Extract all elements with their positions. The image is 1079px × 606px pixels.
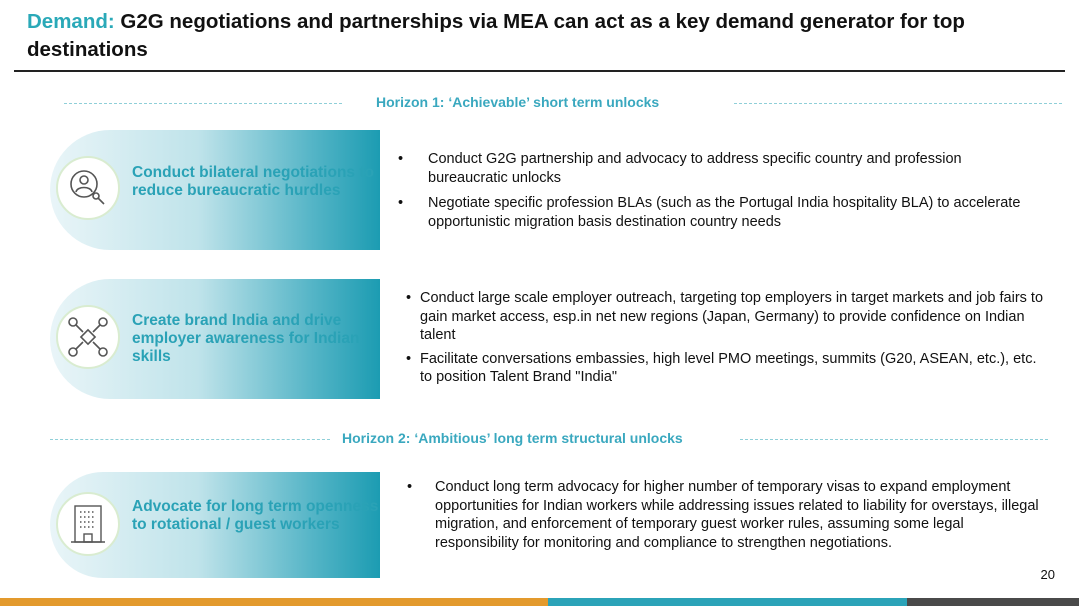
- dashed-line-right: [740, 439, 1048, 440]
- initiative-2-bullets: [406, 289, 1046, 392]
- dashed-line-left: [64, 103, 342, 104]
- page-number: 20: [1040, 567, 1055, 582]
- initiative-title: Conduct bilateral negotiations to reduce bureaucratic hurdles: [132, 164, 374, 199]
- bullet-item: • Conduct long term advocacy for higher number of temporary visas to expand employment opportunities for Indian workers while addressing issues related to liability for overstays, illegal migration, and enforcement of temporary guest worker rules, assuming some legal responsibility for monitoring and compliance to strengthen negotiations.: [407, 478, 1047, 552]
- horizon-2-divider: [0, 430, 1079, 448]
- bottom-bar-teal: [548, 598, 907, 606]
- network-icon: [56, 305, 120, 369]
- bullet-item: • Conduct large scale employer outreach, targeting top employers in target markets and job fairs to gain market access, esp.in net new regions (Japan, Germany) to provide confidence on Indian talent: [406, 289, 1046, 345]
- title-prefix: Demand:: [27, 10, 115, 33]
- bullet-item: • Conduct G2G partnership and advocacy to address specific country and profession bureaucratic unlocks: [398, 150, 1038, 187]
- building-icon: [56, 492, 120, 556]
- slide-title: [27, 8, 1057, 64]
- bullet-item: • Facilitate conversations embassies, high level PMO meetings, summits (G20, ASEAN, etc.), etc. to position Talent Brand "India": [406, 350, 1046, 387]
- horizon-1-divider: [0, 94, 1079, 112]
- bullet-item: • Negotiate specific profession BLAs (such as the Portugal India hospitality BLA) to accelerate opportunistic migration basis destination country needs: [398, 194, 1038, 231]
- initiative-card-2: [50, 279, 380, 399]
- bottom-bar-dark: [907, 598, 1079, 606]
- bottom-bar-orange: [0, 598, 548, 606]
- dashed-line-left: [50, 439, 330, 440]
- dashed-line-right: [734, 103, 1062, 104]
- person-search-icon: [56, 156, 120, 220]
- horizon-2-label: Horizon 2: ‘Ambitious’ long term structural unlocks: [342, 430, 683, 446]
- initiative-card-3: [50, 472, 380, 578]
- title-text: G2G negotiations and partnerships via MEA can act as a key demand generator for top destinations: [27, 10, 965, 61]
- initiative-3-bullets: [407, 478, 1047, 559]
- initiative-1-bullets: [398, 150, 1038, 238]
- initiative-title: Create brand India and drive employer awareness for Indian skills: [132, 312, 360, 365]
- initiative-title: Advocate for long term openness to rotational / guest workers: [132, 498, 379, 533]
- title-divider: [14, 70, 1065, 72]
- initiative-card-1: [50, 130, 380, 250]
- horizon-1-label: Horizon 1: ‘Achievable’ short term unlocks: [376, 94, 660, 110]
